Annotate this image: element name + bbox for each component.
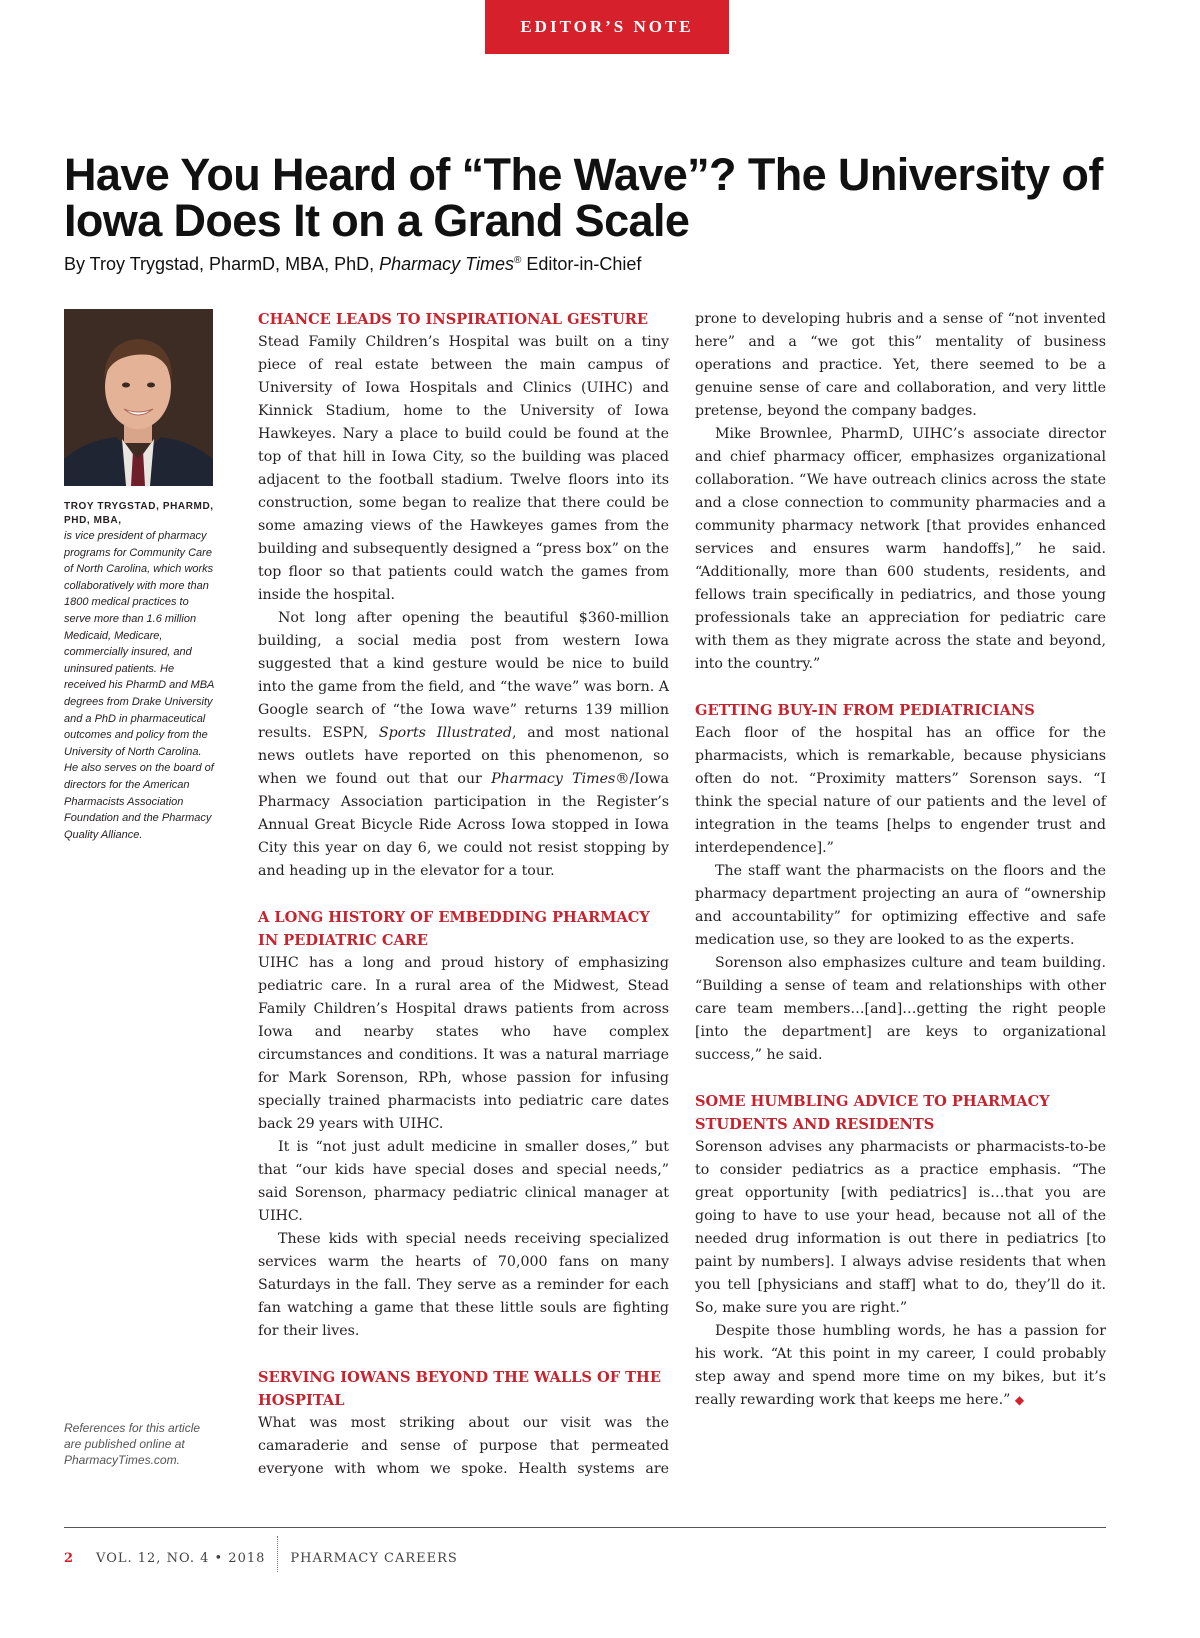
paragraph: What was most striking about our visit was the camaraderie and sense of purpose that permeated everyone with whom we spoke. Health systems are <box>258 1415 669 1477</box>
bio-name: TROY TRYGSTAD, PHARMD, PHD, MBA, <box>64 501 214 526</box>
paragraph: These kids with special needs receiving specialized services warm the hearts of 70,000 fans on many Saturdays in the fall. They serve as a reminder for each fan watching a game that these little souls are fighting for their lives. <box>258 1231 669 1339</box>
byline-role: Editor-in-Chief <box>521 254 642 274</box>
paragraph: The staff want the pharmacists on the floors and the pharmacy department projecting an aura of “ownership and accountability” for optimizing effective and safe medication use, so they are looked to as the experts. <box>695 863 1106 948</box>
article-column-middle <box>258 308 669 1481</box>
paragraph <box>695 1320 1106 1412</box>
article-column-right <box>695 308 1106 1412</box>
paragraph: Sorenson advises any pharmacists or pharmacists-to-be to consider pediatrics as a practice emphasis. “The great opportunity [with pediatrics] is…that you are going to have to use your head, because not all of the needed drug information is out there in pediatrics [to paint by numbers]. I always advise residents that when you tell [physicians and staff] what to do, they’ll do it. So, make sure you are right.” <box>695 1139 1106 1316</box>
author-bio <box>64 500 214 843</box>
section-heading: SERVING IOWANS BEYOND THE WALLS OF THE HOSPITAL <box>258 1369 661 1409</box>
paragraph: Mike Brownlee, PharmD, UIHC’s associate director and chief pharmacy officer, emphasizes organizational collaboration. “We have outreach clinics across the state and a close connection to community pharmacies and a community pharmacy network [that provides enhanced services and ensures warm handoffs],” he said. “Additionally, more than 600 students, residents, and fellows train specifically in pediatrics, and those young professionals take an appreciation for pediatric care with them as they migrate across the state and beyond, into the country.” <box>695 426 1106 672</box>
footer-rule <box>64 1527 1106 1528</box>
publication-name: Sports Illustrated <box>378 725 512 741</box>
section-heading: SOME HUMBLING ADVICE TO PHARMACY STUDENTS AND RESIDENTS <box>695 1093 1050 1133</box>
section-tab-editors-note: EDITOR’S NOTE <box>485 0 729 54</box>
end-mark-icon: ◆ <box>1014 1393 1025 1407</box>
byline-author: By Troy Trygstad, PharmD, MBA, PhD, <box>64 254 380 274</box>
paragraph: Each floor of the hospital has an office for the pharmacists, which is remarkable, because physicians often do not. “Proximity matters” Sorenson says. “I think the special nature of our patients and the level of integration in the teams [helps to engender trust and interdependence].” <box>695 725 1106 856</box>
author-portrait-illustration <box>64 309 213 486</box>
paragraph-text: Not long after opening the beautiful $360-million building, a social media post from western Iowa suggested that a kind gesture would be nice to build into the game from the field, and “the wave” was born. A Google search of “the Iowa wave” returns 139 million results. ESPN, <box>258 610 670 741</box>
page-number: 2 <box>64 1550 75 1566</box>
byline-publication: Pharmacy Times <box>379 254 514 274</box>
paragraph <box>258 607 669 883</box>
publication-name: Pharmacy Times <box>491 771 616 787</box>
paragraph: It is “not just adult medicine in smaller doses,” but that “our kids have special doses and special needs,” said Sorenson, pharmacy pediatric clinical manager at UIHC. <box>258 1139 669 1224</box>
section-heading: A LONG HISTORY OF EMBEDDING PHARMACY IN PEDIATRIC CARE <box>258 909 650 949</box>
paragraph: Stead Family Children’s Hospital was built on a tiny piece of real estate between the main campus of University of Iowa Hospitals and Clinics (UIHC) and Kinnick Stadium, home to the University of Iowa Hawkeyes. Nary a place to build could be found at the top of that hill in Iowa City, so the building was placed adjacent to the football stadium. Twelve floors into its construction, some began to realize that there could be some amazing views of the Hawkeyes games from the building and subsequently designed a “press box” on the top floor so that patients could watch the games from inside the hospital. <box>258 334 669 603</box>
page-footer <box>64 1548 458 1568</box>
paragraph-text: Despite those humbling words, he has a passion for his work. “At this point in my career, I could probably step away and spend more time on my bikes, but it’s really rewarding work that keeps me here.” <box>695 1323 1106 1408</box>
section-heading: GETTING BUY-IN FROM PEDIATRICIANS <box>695 702 1035 719</box>
byline <box>64 254 641 275</box>
footer-publication: PHARMACY CAREERS <box>290 1550 458 1566</box>
paragraph: UIHC has a long and proud history of emphasizing pediatric care. In a rural area of the Midwest, Stead Family Children’s Hospital draws patients from across Iowa and nearby states who have complex circumstances and conditions. It was a natural marriage for Mark Sorenson, RPh, whose passion for infusing specially trained pharmacists into pediatric care dates back 29 years with UIHC. <box>258 955 669 1132</box>
footer-divider <box>277 1536 278 1572</box>
paragraph-text: , and most national news outlets have reported on this phenomenon, so when we found out that our <box>258 725 669 787</box>
author-photo <box>64 309 213 486</box>
bio-text: is vice president of pharmacy programs for Community Care of North Carolina, which works collaboratively with more than 1800 medical practices to serve more than 1.6 million Medicaid, Medicare, commercially insured, and uninsured patients. He received his PharmD and MBA degrees from Drake University and a PhD in pharmaceutical outcomes and policy from the University of North Carolina. He also serves on the board of directors for the American Pharmacists Association Foundation and the Pharmacy Quality Alliance. <box>64 530 214 841</box>
paragraph-text: ®/Iowa Pharmacy Association participation in the Register’s Annual Great Bicycle Ride Across Iowa stopped in Iowa City this year on day 6, we could not resist stopping by and heading up in the elevator for a tour. <box>258 771 670 879</box>
byline-registered-mark: ® <box>513 255 522 266</box>
section-heading: CHANCE LEADS TO INSPIRATIONAL GESTURE <box>258 311 649 328</box>
paragraph: Sorenson also emphasizes culture and team building. “Building a sense of team and relationships with other care team members…[and]…getting the right people [into the department] are keys to organizational success,” he said. <box>695 955 1106 1063</box>
references-note: References for this article are published online at PharmacyTimes.com. <box>64 1421 201 1467</box>
issue-info: VOL. 12, NO. 4 • 2018 <box>96 1550 266 1566</box>
article-headline: Have You Heard of “The Wave”? The University of Iowa Does It on a Grand Scale <box>64 149 1103 246</box>
paragraph-continued: prone to developing hubris and a sense of “not invented here” and a “we got this” mentality of business operations and practice. Yet, there seemed to be a genuine sense of care and collaboration, and very little pretense, beyond the company badges. <box>695 311 1106 419</box>
